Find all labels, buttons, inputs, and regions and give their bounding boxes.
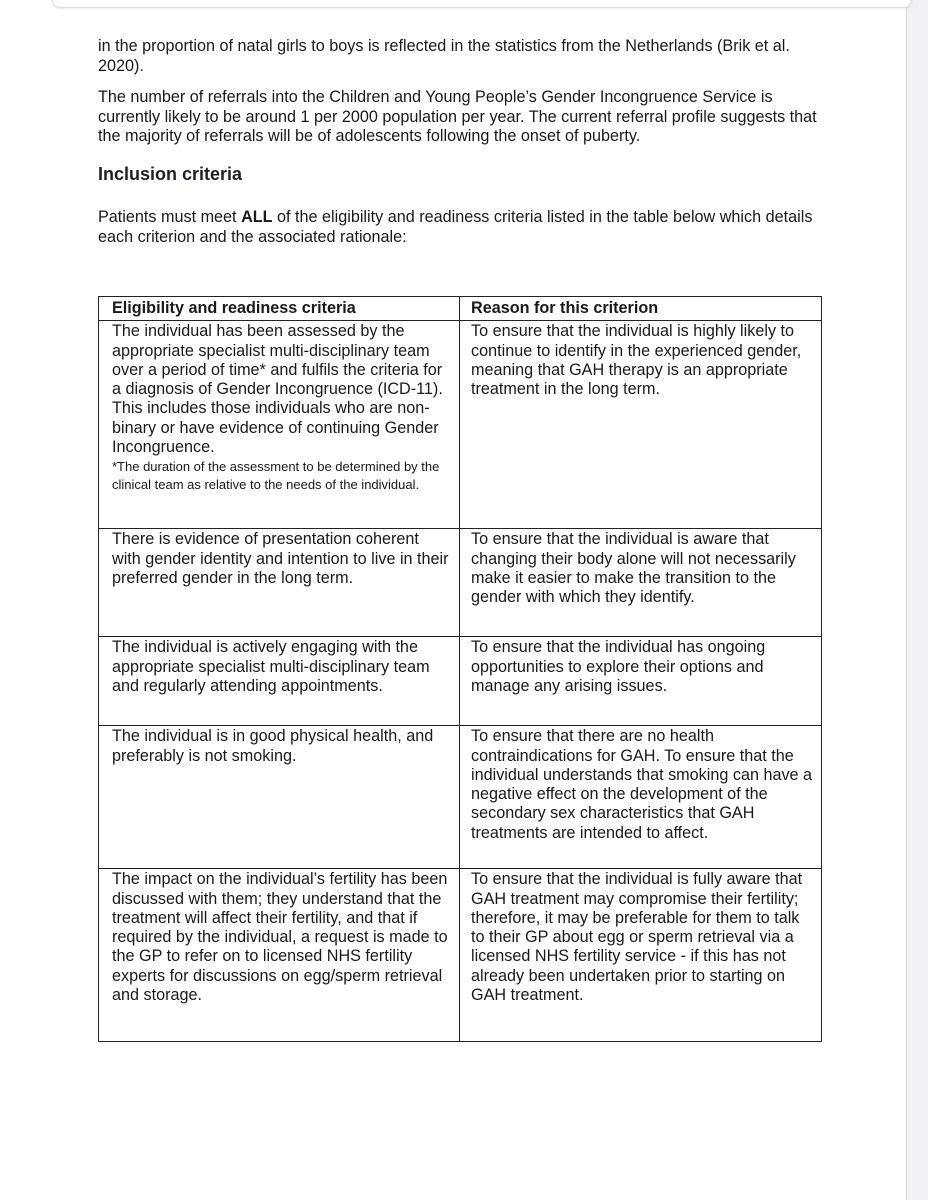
- document-content: [98, 37, 828, 1042]
- intro-text-start: Patients must meet: [98, 208, 242, 226]
- table-row: [99, 869, 822, 1042]
- intro-text-end: of the eligibility and readiness criteria listed in the table below which details each criterion and the associated rationale:: [98, 208, 813, 246]
- paragraph-netherlands: in the proportion of natal girls to boys is reflected in the statistics from the Netherlands (Brik et al. 2020).: [98, 37, 790, 75]
- table-row: [99, 529, 822, 637]
- header-reason: Reason for this criterion: [460, 297, 822, 321]
- table-header-row: [99, 297, 822, 321]
- reason-cell: To ensure that the individual is highly likely to continue to identify in the experienced gender, meaning that GAH therapy is an appropriate treatment in the long term.: [460, 321, 822, 529]
- section-heading: Inclusion criteria: [98, 163, 243, 184]
- criterion-footnote: *The duration of the assessment to be determined by the clinical team as relative to the needs of the individual.: [112, 459, 440, 493]
- table-row: [99, 637, 822, 726]
- reason-cell: To ensure that the individual has ongoing opportunities to explore their options and manage any arising issues.: [460, 637, 822, 726]
- reason-cell: To ensure that there are no health contraindications for GAH. To ensure that the individual understands that smoking can have a negative effect on the development of the secondary sex characteristics that GAH treatments are intended to affect.: [460, 726, 822, 869]
- paragraph-referrals: The number of referrals into the Children and Young People’s Gender Incongruence Service is currently likely to be around 1 per 2000 population per year. The current referral profile suggests that the majority of referrals will be of adolescents following the onset of puberty.: [98, 88, 817, 145]
- reason-cell: To ensure that the individual is fully aware that GAH treatment may compromise their fertility; therefore, it may be preferable for them to talk to their GP about egg or sperm retrieval via a licensed NHS fertility service - if this has not already been undertaken prior to starting on GAH treatment.: [460, 869, 822, 1042]
- criterion-cell: The individual is in good physical health, and preferably is not smoking.: [99, 726, 460, 869]
- reason-cell: To ensure that the individual is aware that changing their body alone will not necessarily make it easier to make the transition to the gender with which they identify.: [460, 529, 822, 637]
- criteria-table: [98, 296, 822, 1042]
- table-row: [99, 726, 822, 869]
- criterion-cell: The individual is actively engaging with the appropriate specialist multi-disciplinary team and regularly attending appointments.: [99, 637, 460, 726]
- criterion-cell: There is evidence of presentation coherent with gender identity and intention to live in their preferred gender in the long term.: [99, 529, 460, 637]
- table-row: [99, 321, 822, 529]
- criterion-cell: The impact on the individual’s fertility has been discussed with them; they understand that the treatment will affect their fertility, and that if required by the individual, a request is made to the GP to refer on to licensed NHS fertility experts for discussions on egg/sperm retrieval and storage.: [99, 869, 460, 1042]
- intro-emphasis: ALL: [241, 208, 273, 226]
- toolbar-edge: [52, 0, 912, 8]
- criterion-cell: [99, 321, 460, 529]
- intro-paragraph: [98, 208, 828, 247]
- criterion-text: The individual has been assessed by the appropriate specialist multi-disciplinary team over a period of time* and fulfils the criteria for a diagnosis of Gender Incongruence (ICD-11). This includes those individuals who are non-binary or have evidence of continuing Gender Incongruence.: [112, 322, 443, 457]
- header-criteria: Eligibility and readiness criteria: [99, 297, 460, 321]
